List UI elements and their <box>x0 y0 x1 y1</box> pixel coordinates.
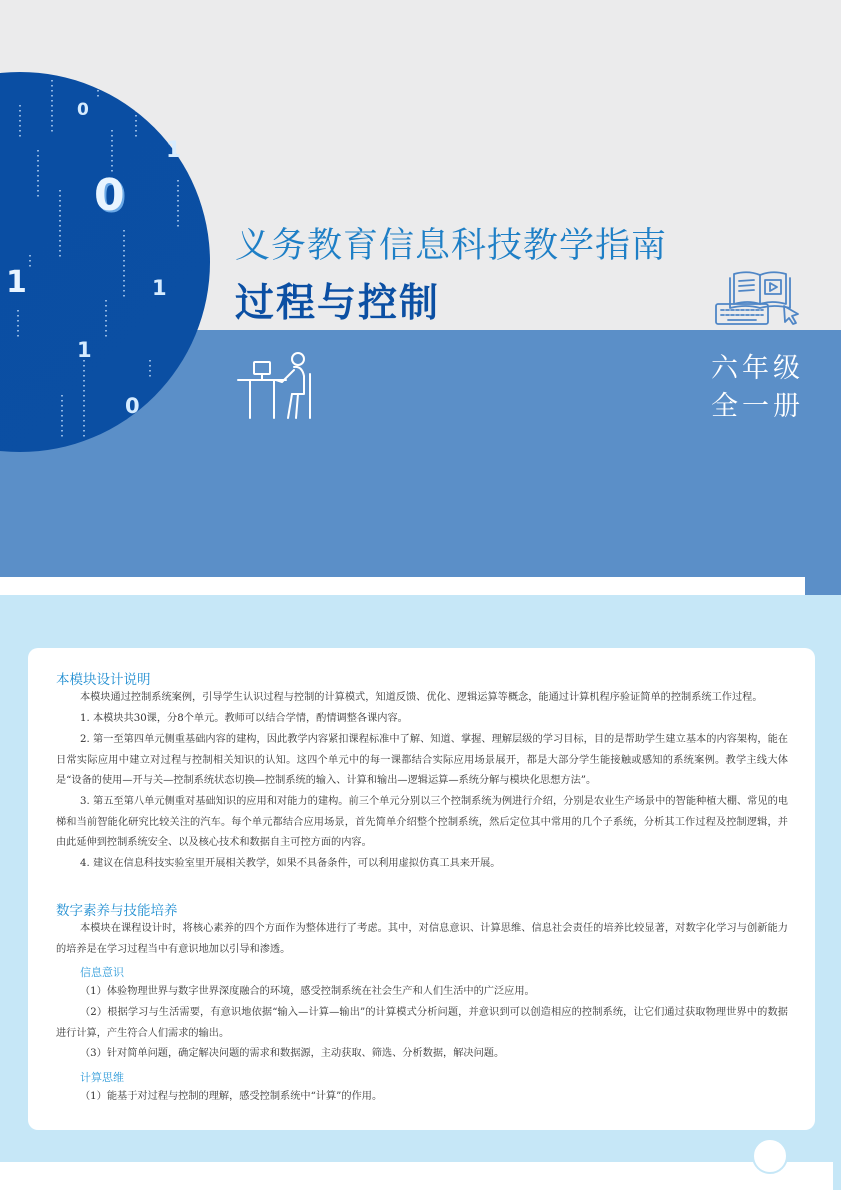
paragraph: 本模块在课程设计时，将核心素养的四个方面作为整体进行了考虑。其中，对信息意识、计算思维、信息社会责任的培养比较显著，对数字化学习与创新能力的培养是在学习过程当中有意识地加以引导和渗透。 <box>56 923 788 955</box>
paragraph: 本模块通过控制系统案例，引导学生认识过程与控制的计算模式，知道反馈、优化、逻辑运算等概念，能通过计算机程序验证简单的控制系统工作过程。 <box>80 692 763 703</box>
bottom-white-strip <box>0 1162 833 1190</box>
binary-digit-large: 0 <box>94 170 125 221</box>
binary-digit: 1 <box>166 138 182 163</box>
cover-subtitle: 过程与控制 <box>235 281 441 326</box>
volume-text: 全一册 <box>711 391 804 422</box>
section-heading-literacy: 数字素养与技能培养 <box>56 903 178 919</box>
grade-text: 六年级 <box>711 353 804 384</box>
book-laptop-icon <box>712 268 804 326</box>
paragraph: 4. 建议在信息科技实验室里开展相关教学，如果不具备条件，可以利用虚拟仿真工具来开展。 <box>80 858 501 869</box>
binary-digit: 1 <box>6 265 27 300</box>
paragraph: 3. 第五至第八单元侧重对基础知识的应用和对能力的建构。前三个单元分别以三个控制系统为例进行介绍，分别是农业生产场景中的智能种植大棚、常见的电梯和当前智能化研究比较关注的汽车。每个单元都结合应用场景，首先简单介绍整个控制系统，然后定位其中常用的几个子系统，分析其工作过程及控制逻辑，并由此延伸到控制系统安全、以及核心技术和数据自主可控方面的内容。 <box>56 796 788 848</box>
paragraph: 2. 第一至第四单元侧重基础内容的建构，因此教学内容紧扣课程标准中了解、知道、掌握、理解层级的学习目标，目的是帮助学生建立基本的内容架构，能在日常实际应用中建立对过程与控制相关知识的认知。这四个单元中的每一课都结合实际应用场景展开，都是大部分学生能接触或感知的系统案例。教学主线大体是“设备的使用—开与关—控制系统状态切换—控制系统的输入、计算和输出—逻辑运算—系统分解与模块化思想方法”。 <box>56 734 788 786</box>
section-heading-design: 本模块设计说明 <box>56 672 151 688</box>
sub-heading-info-awareness: 信息意识 <box>80 966 124 979</box>
binary-digit: 0 <box>77 100 89 120</box>
cover-title: 义务教育信息科技教学指南 <box>235 226 668 266</box>
sub-heading-computational-thinking: 计算思维 <box>80 1071 124 1084</box>
paragraph: （1）体验物理世界与数字世界深度融合的环境，感受控制系统在社会生产和人们生活中的广泛应用。 <box>80 986 535 997</box>
binary-digit: 1 <box>77 338 92 362</box>
cover-grade-label <box>711 350 804 426</box>
page-corner-badge <box>752 1138 788 1174</box>
paragraph: （2）根据学习与生活需要，有意识地依据“输入—计算—输出”的计算模式分析问题，并意识到可以创造相应的控制系统，让它们通过获取物理世界中的数据进行计算，产生符合人们需求的输出。 <box>56 1007 788 1039</box>
paragraph: （3）针对简单问题，确定解决问题的需求和数据源，主动获取、筛选、分析数据，解决问题。 <box>80 1048 505 1059</box>
content-card <box>28 648 815 1130</box>
content-page <box>0 595 841 1190</box>
paragraph: （1）能基于对过程与控制的理解，感受控制系统中“计算”的作用。 <box>80 1091 383 1102</box>
binary-digit: 1 <box>152 276 167 300</box>
binary-digit: 0 <box>125 394 140 418</box>
student-at-desk-icon <box>236 350 316 422</box>
paragraph: 1. 本模块共30课，分8个单元。教师可以结合学情，酌情调整各课内容。 <box>80 713 408 724</box>
